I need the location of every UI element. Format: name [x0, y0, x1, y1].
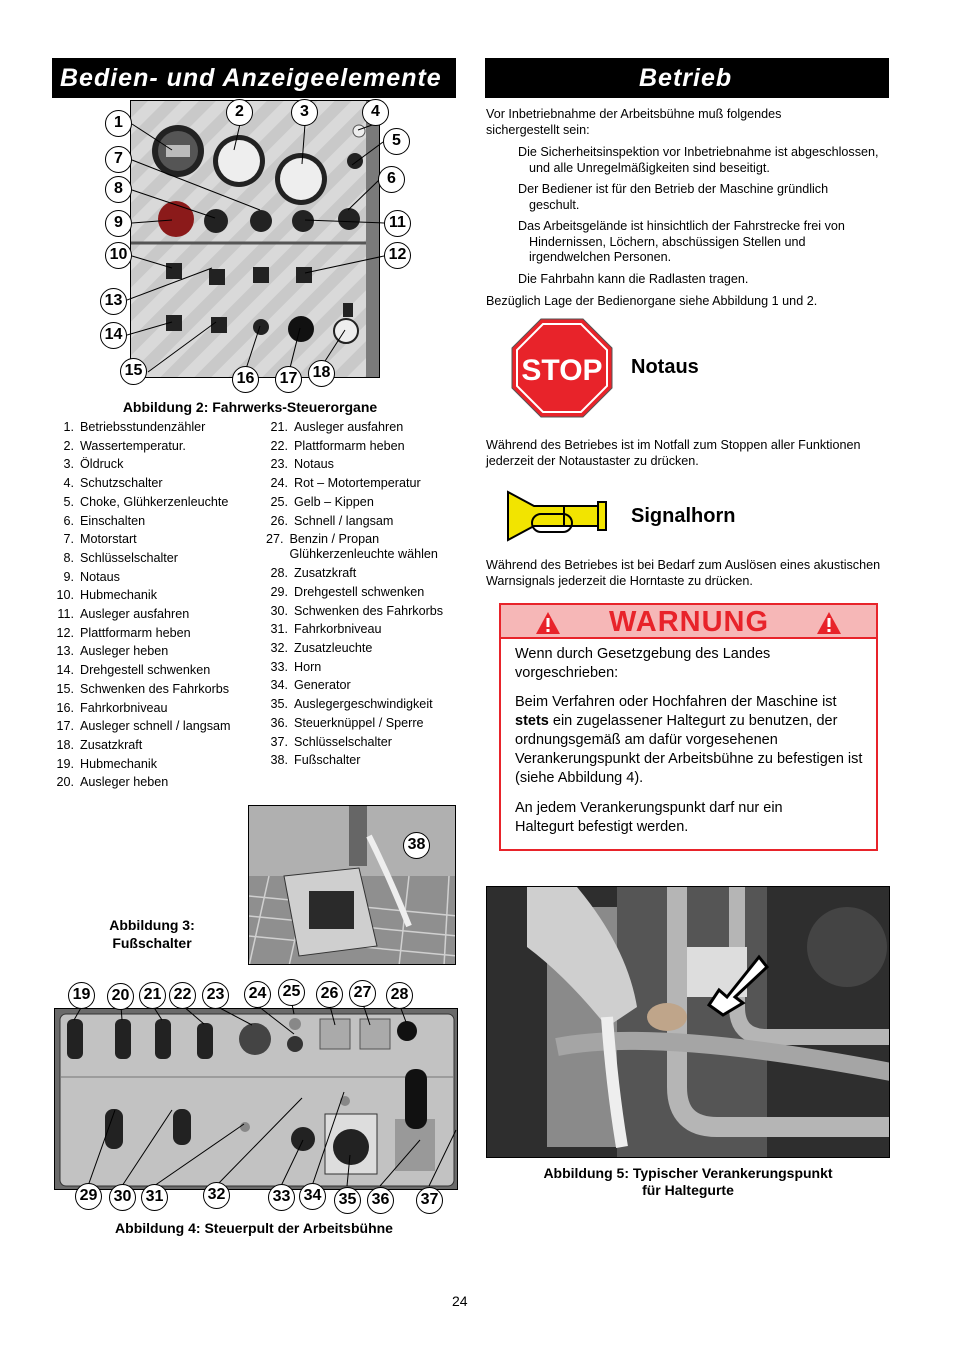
legend-item	[266, 620, 461, 639]
legend-item-number: 34.	[270, 678, 288, 693]
warning-paragraph-3: An jedem Verankerungspunkt darf nur ein Haltegurt befestigt werden.	[515, 800, 783, 835]
warning-p2-bold: stets	[515, 713, 549, 729]
operation-intro: Vor Inbetriebnahme der Arbeitsbühne muß folgendes sichergestellt sein:	[486, 107, 782, 137]
legend-item-label: Auslegergeschwindigkeit	[294, 697, 433, 712]
legend-item-label: Betriebsstundenzähler	[80, 420, 206, 434]
operation-item-1: Die Sicherheitsinspektion vor Inbetriebnahme ist abgeschlossen, und alle Unregelmäßigkeiten sind beseitigt.	[518, 145, 879, 175]
warning-title-bar	[501, 605, 876, 639]
callout-16: 16	[232, 366, 259, 393]
callout-36: 36	[367, 1187, 394, 1214]
legend-item	[52, 661, 262, 680]
legend-item	[266, 676, 461, 695]
legend-item-label: Drehgestell schwenken	[80, 663, 211, 678]
legend-item-number: 30.	[270, 603, 288, 618]
legend-item-label: Drehgestell schwenken	[294, 584, 425, 599]
callout-18: 18	[308, 360, 335, 387]
legend-item-number: 21.	[270, 420, 288, 434]
legend-item	[52, 474, 262, 493]
callout-23: 23	[202, 982, 229, 1009]
legend-item-number: 26.	[270, 513, 288, 528]
legend-item-number: 6.	[63, 513, 74, 528]
callout-33: 33	[268, 1184, 295, 1211]
warning-right-icon	[816, 611, 842, 635]
legend-item	[266, 714, 461, 733]
figure-2-caption: Abbildung 2: Fahrwerks-Steuerorgane	[122, 399, 378, 415]
legend-item-label: Schlüsselschalter	[294, 734, 392, 749]
legend-item	[52, 755, 262, 774]
legend-item-label: Fahrkorbniveau	[80, 700, 168, 715]
warning-paragraph-1: Wenn durch Gesetzgebung des Landes vorgeschrieben:	[515, 646, 771, 681]
callout-37: 37	[416, 1187, 443, 1214]
operation-item-3: Das Arbeitsgelände ist hinsichtlich der Fahrstrecke frei von Hindernissen, Löchern, abschüssigen Stellen und irgendwelchen Personen.	[518, 219, 845, 264]
horn-icon	[504, 488, 608, 544]
legend-item	[52, 699, 262, 718]
legend-item	[52, 530, 262, 549]
legend-item	[266, 418, 461, 437]
section-header-operation: Betrieb	[485, 58, 889, 98]
legend-item	[266, 695, 461, 714]
legend-item-number: 23.	[270, 457, 288, 472]
callout-25: 25	[278, 979, 305, 1006]
warning-left-icon	[535, 611, 561, 635]
callout-14: 14	[100, 322, 127, 349]
legend-item-label: Plattformarm heben	[294, 438, 405, 453]
legend-item	[266, 564, 461, 583]
callout-31: 31	[141, 1184, 168, 1211]
legend-item	[266, 455, 461, 474]
legend-item-number: 1.	[63, 420, 74, 434]
callout-2: 2	[226, 99, 253, 126]
legend-item-label: Schwenken des Fahrkorbs	[80, 681, 230, 696]
legend-item	[52, 680, 262, 699]
figure-5-caption-line1: Abbildung 5: Typischer Verankerungspunkt	[543, 1165, 833, 1181]
legend-item-number: 15.	[56, 681, 74, 696]
callout-7: 7	[105, 146, 132, 173]
legend-item	[52, 586, 262, 605]
legend-item	[52, 605, 262, 624]
figure-3-caption-line1: Abbildung 3:	[109, 917, 195, 933]
legend-item-label: Zusatzleuchte	[294, 641, 373, 656]
legend-item-number: 33.	[270, 659, 288, 674]
legend-item	[52, 437, 262, 456]
legend-item-number: 35.	[270, 697, 288, 712]
callout-11: 11	[384, 210, 411, 237]
stop-sign-icon	[511, 318, 613, 418]
legend-item-number: 36.	[270, 715, 288, 730]
legend-item	[266, 733, 461, 752]
legend-item-number: 18.	[56, 737, 74, 752]
legend-item-label: Rot – Motortemperatur	[294, 476, 421, 491]
legend-item	[266, 512, 461, 531]
callout-4: 4	[362, 99, 389, 126]
warning-p2-after: ein zugelassener Haltegurt zu benutzen, der ordnungsgemäß am dafür vorgesehenen Verankerungspunkt der Arbeitsbühne zu befestigen ist (siehe Abbildung 4).	[515, 713, 863, 786]
legend-item	[52, 736, 262, 755]
legend-item-label: Hubmechanik	[80, 756, 158, 771]
legend-item	[266, 639, 461, 658]
legend-item	[266, 493, 461, 512]
section-header-controls: Bedien- und Anzeigeelemente	[52, 58, 456, 98]
legend-item-number: 7.	[63, 532, 74, 547]
callout-24: 24	[244, 981, 271, 1008]
signalhorn-title: Signalhorn	[631, 505, 736, 527]
callout-20: 20	[107, 983, 134, 1010]
callout-22: 22	[169, 982, 196, 1009]
legend-item-number: 22.	[270, 438, 288, 453]
legend-item-label: Zusatzkraft	[80, 737, 143, 752]
figure-3-caption-line2: Fußschalter	[112, 935, 192, 951]
legend-item-label: Motorstart	[80, 532, 137, 547]
legend-item-label: Gelb – Kippen	[294, 494, 374, 509]
legend-item-number: 31.	[270, 622, 288, 637]
legend-item-label: Ausleger heben	[80, 644, 169, 659]
callout-35: 35	[334, 1187, 361, 1214]
legend-item-number: 9.	[63, 569, 74, 584]
warning-paragraph-2	[515, 693, 871, 788]
legend-item-label: Schwenken des Fahrkorbs	[294, 603, 444, 618]
callout-26: 26	[316, 981, 343, 1008]
legend-item	[52, 512, 262, 531]
callout-3: 3	[291, 99, 318, 126]
figure-3-photo	[248, 805, 456, 965]
callout-13: 13	[100, 288, 127, 315]
warning-box	[499, 603, 878, 851]
operation-item-4: Die Fahrbahn kann die Radlasten tragen.	[518, 272, 749, 286]
legend-item-number: 2.	[63, 438, 74, 453]
figure-5-photo	[486, 886, 890, 1158]
legend-item-label: Einschalten	[80, 513, 146, 528]
legend-item-number: 14.	[56, 663, 74, 678]
callout-12: 12	[384, 242, 411, 269]
warning-p2-before: Beim Verfahren oder Hochfahren der Maschine ist	[515, 694, 837, 710]
callout-5: 5	[383, 128, 410, 155]
callout-28: 28	[386, 982, 413, 1009]
legend-item-label: Schlüsselschalter	[80, 550, 178, 565]
legend-item-label: Wassertemperatur.	[80, 438, 186, 453]
legend-item-number: 12.	[56, 625, 74, 640]
legend-item-number: 24.	[270, 476, 288, 491]
legend-item-number: 8.	[63, 550, 74, 565]
legend-item-label: Ausleger ausfahren	[80, 607, 190, 622]
legend-item	[266, 530, 461, 564]
legend-item	[52, 455, 262, 474]
legend-item-label: Notaus	[294, 457, 334, 472]
anchor-point-drawing	[487, 887, 890, 1158]
operation-item-2: Der Bediener ist für den Betrieb der Maschine gründlich geschult.	[518, 182, 829, 212]
callout-15: 15	[120, 358, 147, 385]
legend-item-label: Horn	[294, 659, 322, 674]
figure-4-caption: Abbildung 4: Steuerpult der Arbeitsbühne	[115, 1220, 393, 1236]
legend-item-number: 20.	[56, 775, 74, 790]
legend-item-label: Hubmechanik	[80, 588, 158, 603]
callout-19: 19	[68, 982, 95, 1009]
notaus-text: Während des Betriebes ist im Notfall zum Stoppen aller Funktionen jederzeit der Notaustaster zu drücken.	[486, 438, 861, 468]
callout-29: 29	[75, 1183, 102, 1210]
callout-10: 10	[105, 242, 132, 269]
legend-item	[266, 658, 461, 677]
legend-item-number: 27.	[266, 532, 284, 547]
legend-item-number: 25.	[270, 494, 288, 509]
legend-item-number: 4.	[63, 476, 74, 491]
legend-item	[52, 624, 262, 643]
legend-item-label: Ausleger schnell / langsam	[80, 719, 231, 734]
warning-title: WARNUNG	[609, 606, 770, 638]
callout-21: 21	[139, 982, 166, 1009]
legend-item	[266, 437, 461, 456]
legend-item	[52, 773, 262, 792]
legend-item-number: 38.	[270, 753, 288, 768]
legend-column-1	[52, 418, 262, 792]
legend-item-number: 11.	[57, 607, 74, 622]
foot-switch-drawing	[249, 806, 456, 965]
legend-item-number: 13.	[56, 644, 74, 659]
legend-item-label: Notaus	[80, 569, 120, 584]
legend-item-label: Choke, Glühkerzenleuchte	[80, 494, 229, 509]
signalhorn-text: Während des Betriebes ist bei Bedarf zum Auslösen eines akustischen Warnsignals jederzeit die Horntaste zu drücken.	[486, 558, 881, 588]
legend-item-label: Generator	[294, 678, 351, 693]
legend-item-label: Schnell / langsam	[294, 513, 394, 528]
legend-item-number: 3.	[63, 457, 74, 472]
legend-item-label: Steuerknüppel / Sperre	[294, 715, 424, 730]
callout-34: 34	[299, 1183, 326, 1210]
notaus-title: Notaus	[631, 356, 699, 378]
legend-item-number: 16.	[56, 700, 74, 715]
callout-8: 8	[105, 176, 132, 203]
legend-item	[266, 751, 461, 770]
legend-item-label: Ausleger ausfahren	[294, 420, 404, 434]
page-number: 24	[452, 1293, 468, 1309]
legend-item-label: Ausleger heben	[80, 775, 169, 790]
legend-item-number: 17.	[56, 719, 74, 734]
callout-6: 6	[378, 166, 405, 193]
legend-item	[52, 568, 262, 587]
legend-item-number: 19.	[56, 756, 74, 771]
legend-item	[52, 642, 262, 661]
legend-item	[52, 418, 262, 437]
callout-30: 30	[109, 1184, 136, 1211]
legend-item-number: 29.	[270, 584, 288, 599]
legend-item-label: Fußschalter	[294, 753, 361, 768]
legend-item	[52, 549, 262, 568]
legend-item	[266, 602, 461, 621]
legend-item-label: Benzin / Propan Glühkerzenleuchte wählen	[289, 532, 438, 562]
callout-38: 38	[403, 832, 430, 859]
legend-item-number: 37.	[270, 734, 288, 749]
legend-item-number: 32.	[270, 641, 288, 656]
legend-item	[52, 717, 262, 736]
figure-5-caption-line2: für Haltegurte	[642, 1182, 734, 1198]
callout-1: 1	[105, 110, 132, 137]
callout-17: 17	[275, 366, 302, 393]
legend-item-number: 5.	[63, 494, 74, 509]
legend-item-label: Schutzschalter	[80, 476, 163, 491]
stop-sign-text: STOP	[521, 354, 603, 387]
legend-item	[266, 474, 461, 493]
callout-32: 32	[203, 1182, 230, 1209]
callout-9: 9	[105, 210, 132, 237]
legend-item-label: Zusatzkraft	[294, 566, 357, 581]
legend-item	[52, 493, 262, 512]
legend-item-label: Öldruck	[80, 457, 124, 472]
legend-column-2	[266, 418, 461, 770]
operation-reference: Bezüglich Lage der Bedienorgane siehe Abbildung 1 und 2.	[486, 294, 818, 308]
callout-27: 27	[349, 980, 376, 1007]
legend-item-number: 28.	[270, 566, 288, 581]
legend-item-label: Plattformarm heben	[80, 625, 191, 640]
legend-item	[266, 583, 461, 602]
legend-item-label: Fahrkorbniveau	[294, 622, 382, 637]
legend-item-number: 10.	[56, 588, 74, 603]
